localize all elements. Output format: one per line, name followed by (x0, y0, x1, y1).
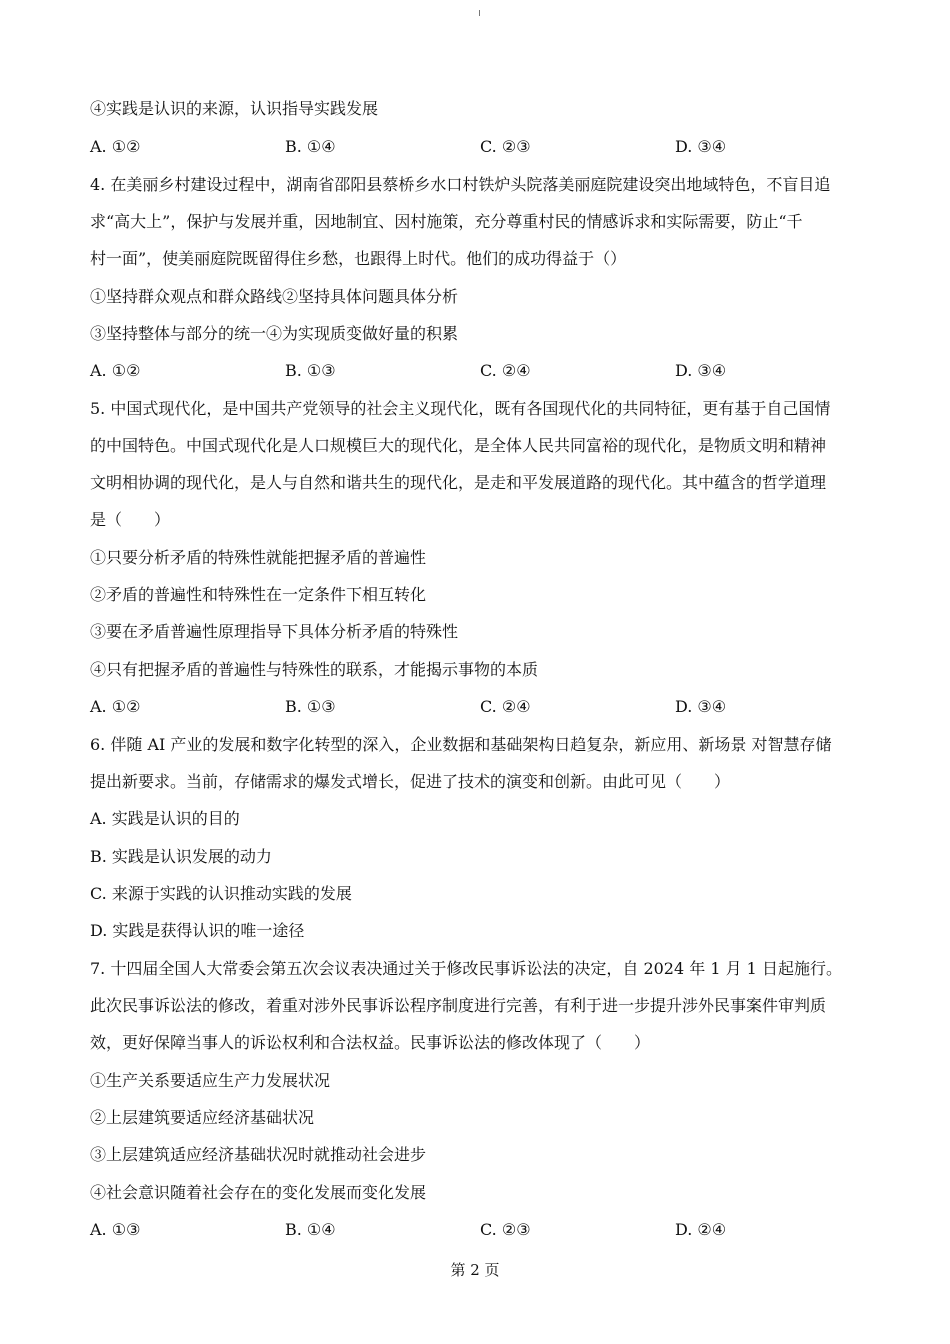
q3-item-4: ④实践是认识的来源，认识指导实践发展 (90, 99, 379, 118)
q6-choice-a[interactable]: A. 实践是认识的目的 (90, 809, 240, 828)
q6-choice-c[interactable]: C. 来源于实践的认识推动实践的发展 (90, 884, 352, 903)
q4-items-line-1: ①坚持群众观点和群众路线②坚持具体问题具体分析 (90, 287, 459, 306)
q3-options (90, 137, 870, 157)
q5-option-a[interactable]: A. ①② (90, 697, 141, 716)
q5-item-3: ③要在矛盾普遍性原理指导下具体分析矛盾的特殊性 (90, 622, 459, 641)
q5-options (90, 697, 870, 717)
q4-stem-line-3: 村一面”，使美丽庭院既留得住乡愁，也跟得上时代。他们的成功得益于（） (90, 249, 627, 268)
q3-option-d[interactable]: D. ③④ (675, 137, 727, 156)
q7-options (90, 1220, 870, 1240)
q5-stem-line-3: 文明相协调的现代化，是人与自然和谐共生的现代化，是走和平发展道路的现代化。其中蕴含的哲学道理 (90, 473, 827, 492)
q5-item-1: ①只要分析矛盾的特殊性就能把握矛盾的普遍性 (90, 548, 427, 567)
q6-choice-b[interactable]: B. 实践是认识发展的动力 (90, 847, 272, 866)
q5-item-2: ②矛盾的普遍性和特殊性在一定条件下相互转化 (90, 585, 427, 604)
q4-items-line-2: ③坚持整体与部分的统一④为实现质变做好量的积累 (90, 324, 459, 343)
q5-option-b[interactable]: B. ①③ (285, 697, 336, 716)
q4-options (90, 361, 870, 381)
q6-choice-d[interactable]: D. 实践是获得认识的唯一途径 (90, 921, 305, 940)
q3-option-a[interactable]: A. ①② (90, 137, 141, 156)
q4-option-b[interactable]: B. ①③ (285, 361, 336, 380)
q7-item-4: ④社会意识随着社会存在的变化发展而变化发展 (90, 1183, 427, 1202)
q6-stem-line-2: 提出新要求。当前，存储需求的爆发式增长，促进了技术的演变和创新。由此可见（ ） (90, 772, 731, 791)
q5-stem-line-2: 的中国特色。中国式现代化是人口规模巨大的现代化，是全体人民共同富裕的现代化，是物质文明和精神 (90, 436, 827, 455)
q6-stem-line-1: 6. 伴随 AI 产业的发展和数字化转型的深入，企业数据和基础架构日趋复杂，新应用、新场景 对智慧存储 (90, 735, 832, 754)
q7-option-d[interactable]: D. ②④ (675, 1220, 727, 1239)
q3-option-b[interactable]: B. ①④ (285, 137, 336, 156)
q5-option-d[interactable]: D. ③④ (675, 697, 727, 716)
q7-stem-line-2: 此次民事诉讼法的修改，着重对涉外民事诉讼程序制度进行完善，有利于进一步提升涉外民事案件审判质 (90, 996, 827, 1015)
q7-option-a[interactable]: A. ①③ (90, 1220, 141, 1239)
q7-item-2: ②上层建筑要适应经济基础状况 (90, 1108, 315, 1127)
q4-option-c[interactable]: C. ②④ (480, 361, 531, 380)
q7-option-b[interactable]: B. ①④ (285, 1220, 336, 1239)
q4-stem-line-2: 求“高大上”，保护与发展并重，因地制宜、因村施策，充分尊重村民的情感诉求和实际需要，防止“千 (90, 212, 803, 231)
q7-item-3: ③上层建筑适应经济基础状况时就推动社会进步 (90, 1145, 427, 1164)
q5-option-c[interactable]: C. ②④ (480, 697, 531, 716)
top-marker (479, 10, 480, 16)
q4-option-d[interactable]: D. ③④ (675, 361, 727, 380)
q5-stem-line-1: 5. 中国式现代化，是中国共产党领导的社会主义现代化，既有各国现代化的共同特征，更有基于自己国情 (90, 399, 831, 418)
q7-item-1: ①生产关系要适应生产力发展状况 (90, 1071, 331, 1090)
q7-option-c[interactable]: C. ②③ (480, 1220, 531, 1239)
q4-stem-line-1: 4. 在美丽乡村建设过程中，湖南省邵阳县蔡桥乡水口村铁炉头院落美丽庭院建设突出地域特色，不盲目追 (90, 175, 831, 194)
q4-option-a[interactable]: A. ①② (90, 361, 141, 380)
q5-item-4: ④只有把握矛盾的普遍性与特殊性的联系，才能揭示事物的本质 (90, 660, 539, 679)
q7-stem-line-3: 效，更好保障当事人的诉讼权利和合法权益。民事诉讼法的修改体现了（ ） (90, 1033, 651, 1052)
page-number: 第 2 页 (450, 1261, 500, 1279)
q3-option-c[interactable]: C. ②③ (480, 137, 531, 156)
q5-stem-line-4: 是（ ） (90, 510, 171, 529)
q7-stem-line-1: 7. 十四届全国人大常委会第五次会议表决通过关于修改民事诉讼法的决定，自 2024 年 1 月 1 日起施行。 (90, 959, 842, 978)
